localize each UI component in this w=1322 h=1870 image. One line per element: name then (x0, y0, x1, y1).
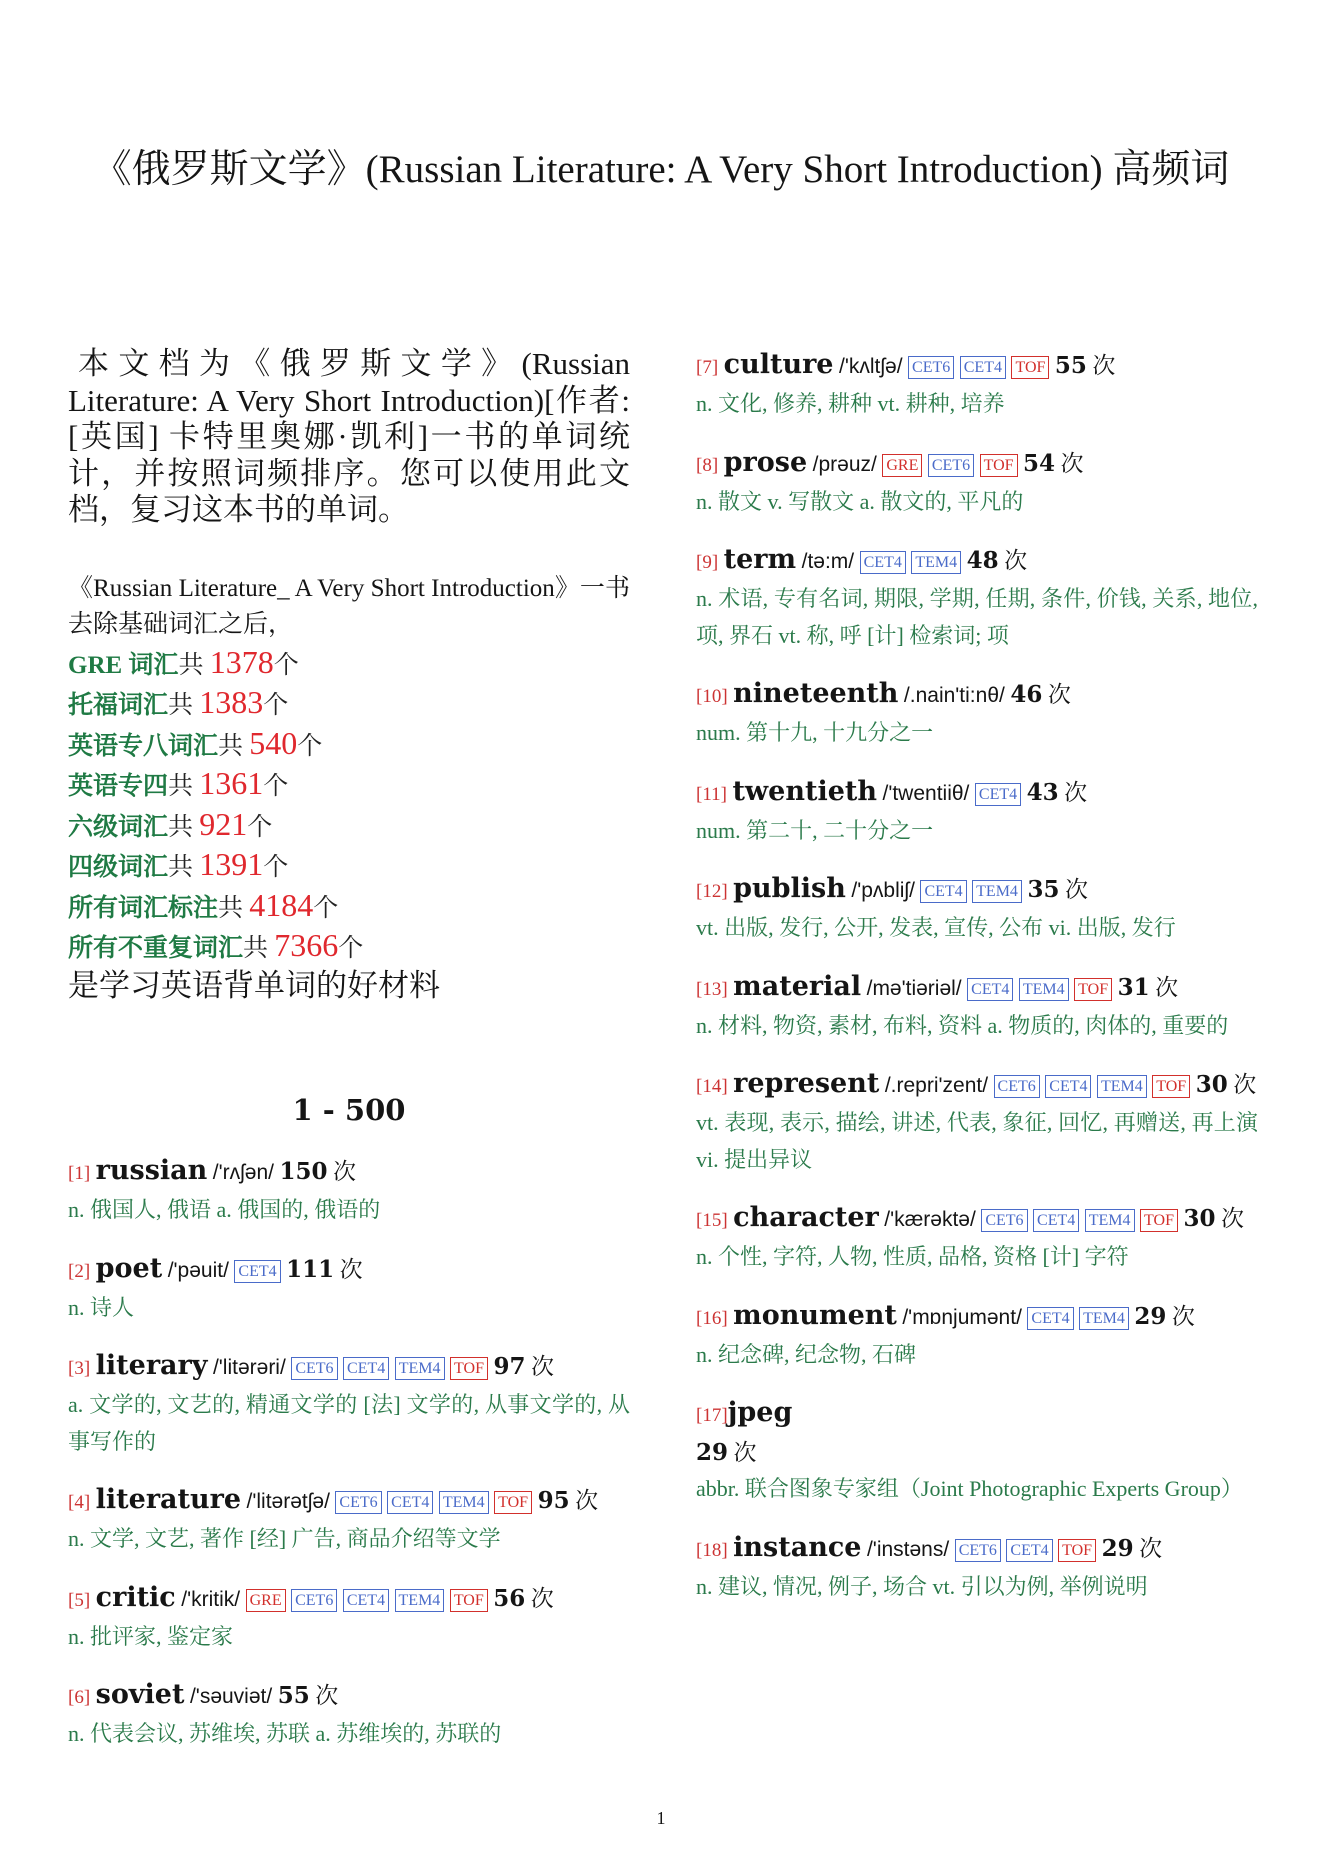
entry-header (68, 1579, 630, 1619)
entry-phonetic: /'pʌbliʃ/ (851, 879, 915, 902)
word-entry (696, 1297, 1258, 1374)
entry-index: [3] (68, 1358, 91, 1379)
entry-word: instance (733, 1531, 862, 1563)
stat-unit: 个 (263, 773, 289, 800)
entry-count: 30 (1195, 1071, 1228, 1098)
entry-count: 54 (1023, 449, 1056, 477)
entry-word: term (723, 544, 797, 575)
stat-unit: 个 (273, 651, 299, 679)
count-unit: 次 (1155, 974, 1179, 1000)
entry-phonetic: /'instəns/ (866, 1537, 950, 1561)
exam-tag-badge: TEM4 (972, 880, 1022, 903)
exam-tag-badge: TEM4 (1019, 978, 1069, 1001)
exam-tag-badge: CET4 (1027, 1307, 1073, 1330)
stat-label: 所有不重复词汇 (68, 935, 244, 962)
count-unit: 次 (1171, 1303, 1195, 1329)
entry-header (696, 1065, 1258, 1105)
stat-connector: 共 (218, 732, 244, 760)
entry-count: 29 (1101, 1534, 1134, 1562)
entry-count: 31 (1117, 973, 1150, 1001)
exam-tag-badge: CET4 (387, 1491, 433, 1514)
exam-tag-badge: CET4 (343, 1589, 389, 1612)
stat-row-cet6 (68, 806, 630, 847)
entry-definition: n. 材料, 物资, 素材, 布料, 资料 a. 物质的, 肉体的, 重要的 (696, 1012, 1229, 1038)
entry-definition: num. 第十九, 十九分之一 (696, 720, 934, 745)
exam-tag-badge: CET4 (234, 1260, 280, 1283)
exam-tag-badge: TEM4 (395, 1357, 445, 1380)
exam-tag-badge: TEM4 (439, 1491, 489, 1514)
entry-definition: a. 文学的, 文艺的, 精通文学的 [法] 文学的, 从事文学的, 从事写作的 (68, 1392, 630, 1454)
entry-index: [11] (696, 783, 727, 805)
word-entry (696, 1065, 1258, 1178)
exam-tag-badge: TEM4 (1085, 1209, 1135, 1232)
entry-word: twentieth (732, 775, 877, 807)
stat-row-unique (68, 927, 630, 968)
entry-header (696, 541, 1258, 581)
entry-definition: n. 文化, 修养, 耕种 vt. 耕种, 培养 (696, 391, 1005, 416)
entry-definition: n. 文学, 文艺, 著作 [经] 广告, 商品介绍等文学 (68, 1526, 501, 1551)
intro-paragraph: 本文档为《俄罗斯文学》(Russian Literature: A Very Short Introduction)[作者: [英国] 卡特里奥娜·凯利]一书的单词统计，并按照词频排序。您可以使用此文档，复习这本书的单词。 (68, 346, 630, 527)
exam-tag-badge: TOF (1152, 1075, 1190, 1098)
exam-tag-badge: CET4 (860, 551, 906, 574)
entry-index: [16] (696, 1307, 728, 1329)
entry-word: literature (95, 1484, 242, 1515)
exam-tag-badge: CET4 (1006, 1539, 1052, 1562)
word-entry (68, 1250, 630, 1327)
stat-connector: 共 (168, 813, 194, 841)
word-entry (68, 1152, 630, 1229)
entry-word: jpeg (727, 1397, 793, 1428)
entry-index: [12] (696, 881, 728, 902)
summary-closing: 是学习英语背单词的好材料 (68, 967, 440, 1003)
exam-tag-badge: CET4 (975, 783, 1021, 806)
count-unit: 次 (1139, 1535, 1163, 1561)
exam-tag-badge: TEM4 (1079, 1307, 1129, 1330)
entry-definition: n. 建议, 情况, 例子, 场合 vt. 引以为例, 举例说明 (696, 1573, 1148, 1599)
word-entry (68, 1481, 630, 1558)
entry-index: [4] (68, 1492, 91, 1513)
entry-index: [2] (68, 1260, 91, 1282)
stat-unit: 个 (247, 813, 273, 841)
entry-header (68, 1347, 630, 1387)
entry-definition: n. 散文 v. 写散文 a. 散文的, 平凡的 (696, 488, 1024, 514)
exam-tag-badge: CET6 (908, 356, 954, 379)
entry-count: 111 (286, 1255, 335, 1283)
entry-word: material (733, 970, 862, 1002)
entry-header (68, 1152, 630, 1192)
entry-definition: n. 批评家, 鉴定家 (68, 1623, 234, 1649)
entry-count: 55 (277, 1682, 310, 1709)
stat-count: 1383 (199, 684, 264, 720)
entry-word: character (733, 1202, 879, 1233)
entry-index: [15] (696, 1210, 728, 1231)
word-entry (696, 1199, 1258, 1276)
stat-connector: 共 (218, 894, 244, 922)
count-unit: 次 (575, 1488, 599, 1513)
exam-tag-badge: CET4 (343, 1357, 389, 1380)
entry-word: represent (733, 1068, 880, 1099)
stat-row-tem8 (68, 725, 630, 766)
vocabulary-summary (68, 571, 630, 1005)
entry-definition: n. 纪念碑, 纪念物, 石碑 (696, 1341, 917, 1367)
exam-tag-badge: GRE (882, 454, 922, 477)
entry-header (68, 1250, 630, 1290)
exam-tag-badge: CET4 (1033, 1209, 1079, 1232)
entry-phonetic: /'kritik/ (181, 1587, 241, 1611)
entry-phonetic: /tə:m/ (801, 550, 855, 573)
entry-word: culture (723, 349, 834, 380)
stat-unit: 个 (313, 894, 339, 922)
entry-index: [10] (696, 686, 728, 707)
entry-definition: n. 个性, 字符, 人物, 性质, 品格, 资格 [计] 字符 (696, 1244, 1129, 1269)
stat-label: 英语专八词汇 (68, 732, 219, 760)
stat-connector: 共 (168, 773, 194, 800)
entry-word: literary (95, 1350, 208, 1381)
stat-row-gre (68, 644, 630, 685)
entry-phonetic: /'twentiiθ/ (882, 781, 970, 805)
stat-label: GRE 词汇 (68, 651, 179, 679)
entry-count: 29 (696, 1439, 729, 1466)
exam-tag-badge: GRE (246, 1589, 286, 1612)
stat-count: 921 (199, 805, 248, 842)
entry-phonetic: /'kʌltʃə/ (839, 355, 903, 378)
stat-count: 1361 (199, 765, 264, 801)
stat-row-cet4 (68, 846, 630, 887)
stat-row-tem4 (68, 765, 630, 806)
entry-header (696, 444, 1258, 484)
count-unit: 次 (339, 1256, 363, 1282)
count-unit: 次 (333, 1159, 357, 1184)
entry-definition: num. 第二十, 二十分之一 (696, 817, 934, 843)
stat-count: 1391 (199, 846, 264, 882)
entry-header (696, 773, 1258, 813)
exam-tag-badge: TOF (1140, 1209, 1178, 1232)
entry-definition: n. 术语, 专有名词, 期限, 学期, 任期, 条件, 价钱, 关系, 地位, 项, 界石 vt. 称, 呼 [计] 检索词; 项 (696, 586, 1258, 648)
exam-tag-badge: TEM4 (1097, 1075, 1147, 1098)
entry-count: 55 (1054, 352, 1087, 379)
word-entry (68, 1579, 630, 1656)
exam-tag-badge: CET6 (955, 1539, 1001, 1562)
stat-count: 540 (249, 724, 298, 761)
entry-count: 29 (1134, 1302, 1167, 1330)
entry-definition: n. 诗人 (68, 1294, 135, 1320)
stat-label: 所有词汇标注 (68, 894, 219, 922)
word-entry (696, 444, 1258, 521)
entry-header (696, 1394, 1258, 1471)
word-entry (696, 773, 1258, 850)
entry-phonetic: /.nain'ti:nθ/ (903, 684, 1005, 707)
entry-phonetic: /'litərətʃə/ (246, 1490, 330, 1513)
entry-header (68, 1676, 630, 1716)
right-column (696, 346, 1258, 1626)
word-entry (696, 1529, 1258, 1606)
exam-tag-badge: CET6 (335, 1491, 381, 1514)
exam-tag-badge: TOF (450, 1357, 488, 1380)
entry-header (696, 1297, 1258, 1337)
entry-word: russian (95, 1155, 208, 1186)
exam-tag-badge: TOF (1074, 978, 1112, 1001)
entry-header (696, 675, 1258, 715)
stat-label: 英语专四 (68, 773, 169, 800)
stat-unit: 个 (338, 935, 364, 962)
exam-tag-badge: CET6 (291, 1589, 337, 1612)
stat-label: 托福词汇 (68, 692, 169, 719)
entry-index: [1] (68, 1163, 91, 1184)
left-column (68, 346, 630, 1774)
exam-tag-badge: CET4 (920, 880, 966, 903)
entry-index: [5] (68, 1589, 91, 1611)
entry-index: [17] (696, 1405, 728, 1426)
word-entry (696, 968, 1258, 1045)
count-unit: 次 (1220, 1206, 1244, 1231)
exam-tag-badge: CET4 (960, 356, 1006, 379)
entry-header (696, 870, 1258, 910)
entry-phonetic: /prəuz/ (812, 452, 877, 476)
exam-tag-badge: TOF (1011, 356, 1049, 379)
stat-label: 六级词汇 (68, 813, 169, 841)
exam-tag-badge: CET6 (981, 1209, 1027, 1232)
entry-count: 30 (1183, 1205, 1216, 1232)
entry-index: [6] (68, 1687, 91, 1708)
entry-word: nineteenth (733, 678, 899, 709)
entry-word: poet (95, 1252, 163, 1284)
entry-header (696, 346, 1258, 386)
entry-count: 35 (1027, 876, 1060, 903)
entry-header (696, 968, 1258, 1008)
page-title: 《俄罗斯文学》(Russian Literature: A Very Short Introduction) 高频词 (92, 148, 1230, 191)
entry-index: [9] (696, 552, 719, 573)
entry-header (696, 1529, 1258, 1569)
count-unit: 次 (530, 1585, 554, 1611)
exam-tag-badge: TOF (1058, 1539, 1096, 1562)
entry-index: [8] (696, 454, 719, 476)
word-list (68, 1152, 630, 1753)
stat-unit: 个 (297, 732, 323, 760)
word-entry (68, 1676, 630, 1753)
exam-tag-badge: TOF (980, 454, 1018, 477)
entry-count: 95 (537, 1487, 570, 1514)
stat-label: 四级词汇 (68, 854, 169, 881)
exam-tag-badge: TEM4 (395, 1589, 445, 1612)
entry-phonetic: /'litərəri/ (212, 1356, 286, 1379)
entry-definition: n. 代表会议, 苏维埃, 苏联 a. 苏维埃的, 苏联的 (68, 1721, 502, 1746)
exam-tag-badge: CET6 (291, 1357, 337, 1380)
exam-tag-badge: TOF (494, 1491, 532, 1514)
count-unit: 次 (1047, 682, 1071, 707)
entry-phonetic: /'pəuit/ (167, 1258, 229, 1282)
word-entry (696, 675, 1258, 752)
word-entry (696, 541, 1258, 654)
entry-phonetic: /.repri'zent/ (884, 1074, 989, 1097)
stat-count: 4184 (249, 886, 314, 923)
entry-count: 150 (279, 1158, 328, 1185)
stat-unit: 个 (263, 854, 289, 881)
count-unit: 次 (1092, 353, 1116, 378)
exam-tag-badge: CET6 (994, 1075, 1040, 1098)
entry-count: 48 (966, 547, 999, 574)
entry-word: prose (723, 446, 808, 478)
entry-word: critic (95, 1581, 176, 1613)
entry-count: 43 (1026, 778, 1059, 806)
entry-phonetic: /'kærəktə/ (884, 1208, 976, 1231)
entry-index: [13] (696, 978, 728, 1000)
entry-count: 46 (1010, 681, 1043, 708)
word-entry (696, 346, 1258, 423)
entry-index: [7] (696, 357, 719, 378)
entry-index: [18] (696, 1539, 728, 1561)
stat-connector: 共 (168, 692, 194, 719)
stat-connector: 共 (178, 651, 204, 679)
page-number: 1 (656, 1808, 666, 1828)
entry-header (68, 1481, 630, 1521)
exam-tag-badge: TOF (450, 1589, 488, 1612)
stat-connector: 共 (168, 854, 194, 881)
entry-phonetic: /'mɒnjumənt/ (902, 1305, 1022, 1329)
entry-phonetic: /'rʌʃən/ (212, 1161, 274, 1184)
entry-count: 56 (493, 1584, 526, 1612)
stat-count: 7366 (274, 927, 339, 963)
count-unit: 次 (1004, 548, 1028, 573)
entry-header (696, 1199, 1258, 1239)
count-unit: 次 (315, 1683, 339, 1708)
entry-definition: vt. 表现, 表示, 描绘, 讲述, 代表, 象征, 回忆, 再赠送, 再上演 vi. 提出异议 (696, 1110, 1258, 1172)
count-unit: 次 (1060, 450, 1084, 476)
count-unit: 次 (1233, 1072, 1257, 1097)
entry-word: monument (733, 1299, 897, 1331)
entry-count: 97 (493, 1353, 526, 1380)
entry-definition: n. 俄国人, 俄语 a. 俄国的, 俄语的 (68, 1197, 381, 1222)
exam-tag-badge: TEM4 (911, 551, 961, 574)
count-unit: 次 (1064, 877, 1088, 902)
exam-tag-badge: CET6 (928, 454, 974, 477)
word-entry (696, 1394, 1258, 1508)
summary-lead: 《Russian Literature_ A Very Short Introduction》一书去除基础词汇之后， (68, 574, 630, 638)
count-unit: 次 (733, 1440, 757, 1465)
stat-count: 1378 (209, 643, 274, 680)
section-heading: 1 - 500 (292, 1093, 406, 1127)
entry-word: soviet (95, 1679, 185, 1710)
word-entry (68, 1347, 630, 1460)
count-unit: 次 (530, 1354, 554, 1379)
entry-definition: abbr. 联合图象专家组（Joint Photographic Experts Group） (696, 1476, 1243, 1501)
count-unit: 次 (1064, 779, 1088, 805)
stat-row-all-tagged (68, 887, 630, 928)
exam-tag-badge: CET4 (967, 978, 1013, 1001)
entry-phonetic: /mə'tiəriəl/ (866, 976, 962, 1000)
stat-connector: 共 (243, 935, 269, 962)
stat-row-toefl (68, 684, 630, 725)
exam-tag-badge: CET4 (1045, 1075, 1091, 1098)
word-entry (696, 870, 1258, 947)
entry-index: [14] (696, 1076, 728, 1097)
stat-unit: 个 (263, 692, 289, 719)
entry-definition: vt. 出版, 发行, 公开, 发表, 宣传, 公布 vi. 出版, 发行 (696, 915, 1176, 940)
entry-phonetic: /'səuviət/ (189, 1685, 273, 1708)
entry-word: publish (733, 873, 846, 904)
